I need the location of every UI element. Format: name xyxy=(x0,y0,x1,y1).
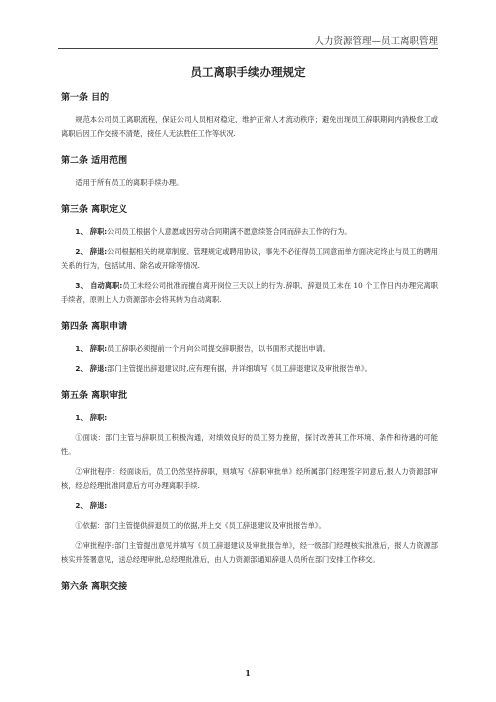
list-item xyxy=(61,362,438,376)
section-heading: 第一条 目的 xyxy=(61,93,110,103)
paragraph: ①依据：部门主管提供辞退员工的依据,并上交《员工辞退建议及审批报告单》。 xyxy=(75,521,326,530)
item-text: 员工辞职必须提前一个月向公司提交辞职报告，以书面形式提出申请。 xyxy=(107,344,330,353)
subsection-heading xyxy=(61,411,438,425)
section-heading: 第六条 离职交接 xyxy=(61,582,128,592)
item-text: 部门主管提出辞退建议时,应有理有据，并详细填写《员工辞退建议及审批报告单》。 xyxy=(107,364,372,373)
list-item xyxy=(61,245,438,273)
item-term: 辞职: xyxy=(89,227,108,236)
list-item xyxy=(61,279,438,307)
paragraph: 规范本公司员工离职流程，保证公司人员相对稳定、维护正常人才流动秩序；避免出现员工辞职期间内消极怠工或离职后因工作交接不清楚，接任人无法胜任工作等状况. xyxy=(61,115,438,138)
section-heading: 第三条 离职定义 xyxy=(61,205,128,215)
item-number: 1、 xyxy=(75,227,88,236)
item-number: 1、 xyxy=(75,413,88,422)
item-number: 2、 xyxy=(75,247,88,256)
header-rule xyxy=(58,48,438,49)
item-text: 员工未经公司批准而擅自离开岗位三天以上的行为.辞职、辞退员工未在 10 个工作日内办理完离职手续者，原则上人力资源部亦会将其转为自动离职. xyxy=(61,281,438,304)
item-term: 辞退: xyxy=(89,247,108,256)
item-text: 公司员工根据个人意愿或因劳动合同期满不愿意续签合同而辞去工作的行为。 xyxy=(107,227,352,236)
paragraph: ②审批程序:部门主管提出意见并填写《员工辞退建议及审批报告单》，经一级部门经理核实批准后，报人力资源部核实并签署意见，送总经理审批,总经理批准后，由人力资源部通知辞退人员所在部门安排工作移交。 xyxy=(61,541,438,564)
running-header: 人力资源管理—员工离职管理 xyxy=(314,36,438,47)
item-term: 自动离职: xyxy=(90,281,123,290)
item-text: 公司根据相关的规章制度、管理规定或聘用协议，事先不必征得员工同意而单方面决定终止与员工的聘用关系的行为，包括试用、除名或开除等情况. xyxy=(61,247,438,270)
item-term: 辞职: xyxy=(89,413,108,422)
paragraph: ②审批程序：经面谈后，员工仍然坚持辞职，则填写《辞职审批单》经所属部门经理签字同意后,报人力资源部审核，经总经理批准同意后方可办理离职手续. xyxy=(61,467,438,490)
document-body xyxy=(61,90,438,602)
item-number: 1、 xyxy=(75,344,88,353)
item-number: 2、 xyxy=(75,364,88,373)
paragraph: ①面谈：部门主管与辞职员工积极沟通，对绩效良好的员工努力挽留，探讨改善其工作环境、条件和待遇的可能性。 xyxy=(61,433,438,456)
item-number: 2、 xyxy=(75,501,88,510)
list-item xyxy=(61,342,438,356)
item-term: 辞退: xyxy=(89,364,108,373)
section-heading: 第五条 离职审批 xyxy=(61,391,128,401)
page-number: 1 xyxy=(245,668,251,678)
document-title: 员工离职手续办理规定 xyxy=(190,65,306,79)
subsection-heading xyxy=(61,499,438,513)
list-item xyxy=(61,225,438,239)
section-heading: 第四条 离职申请 xyxy=(61,322,128,332)
item-number: 3、 xyxy=(75,281,88,290)
item-term: 辞退: xyxy=(89,501,108,510)
item-term: 辞职: xyxy=(89,344,108,353)
paragraph: 适用于所有员工的离职手续办理。 xyxy=(75,178,184,187)
section-heading: 第二条 适用范围 xyxy=(61,156,128,166)
